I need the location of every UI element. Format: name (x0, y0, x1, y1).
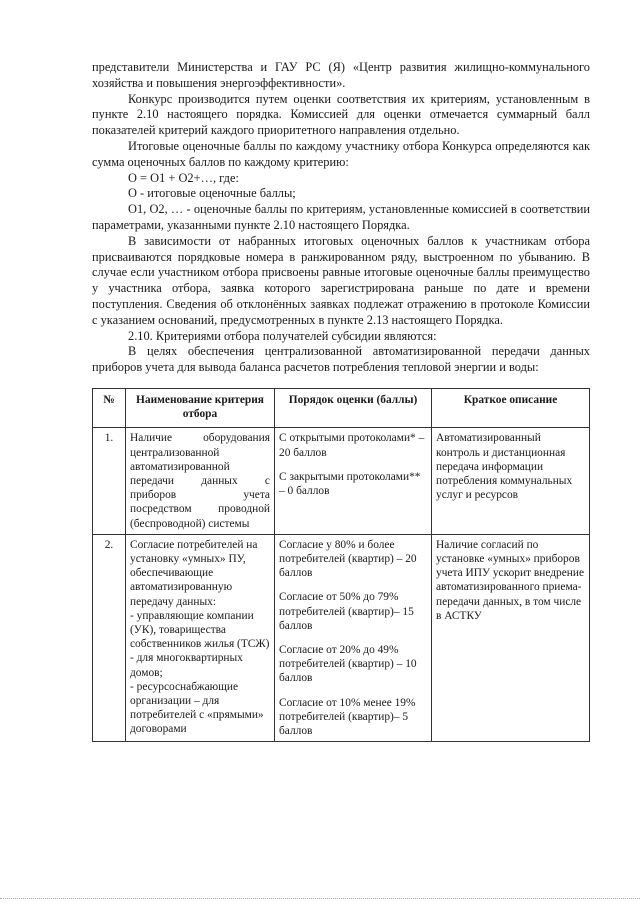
header-order: Порядок оценки (баллы) (275, 388, 432, 427)
cell-text: Наличие оборудования централизованной автоматизированной передачи данных с приборов учета посредством проводной (беспроводной) системы (130, 432, 270, 530)
document-page (92, 60, 590, 742)
cell-text: С закрытыми протоколами** – 0 баллов (279, 470, 421, 497)
paragraph: О - итоговые оценочные баллы; (128, 186, 296, 201)
cell-text: Согласие у 80% и более потребителей (квартир) – 20 баллов (279, 538, 417, 580)
cell-name (126, 428, 275, 534)
cell-text: - ресурсоснабжающие организации – для потребителей с «прямыми» договорами (130, 680, 264, 736)
header-desc: Краткое описание (432, 388, 590, 427)
cell-desc: Наличие согласий по установке «умных» приборов учета ИПУ ускорит внедрение автоматизированного приема-передачи данных, в том числе в АСТКУ (432, 534, 590, 741)
cell-order (275, 534, 432, 741)
section-heading: 2.10. Критериями отбора получателей субсидии являются: (128, 328, 437, 343)
header-num: № (93, 388, 126, 427)
formula-line: О = О1 + О2+…, где: (128, 170, 239, 185)
cell-text: - управляющие компании (УК), товарищества собственников жилья (ТСЖ) - для многоквартирных домов; (130, 609, 270, 679)
page-bottom-divider (0, 898, 640, 899)
paragraph: Конкурс производится путем оценки соответствия их критериям, установленным в пункте 2.10 настоящего порядка. Комиссией для оценки отмечается суммарный балл показателей критерий каждого приоритетного направления отдельно. (92, 91, 590, 138)
paragraph: Итоговые оценочные баллы по каждому участнику отбора Конкурса определяются как сумма оценочных баллов по каждому критерию: (92, 138, 590, 169)
table-row (93, 428, 590, 534)
cell-num: 2. (93, 534, 126, 741)
cell-text: Согласие от 20% до 49% потребителей (квартир) – 10 баллов (279, 643, 417, 685)
cell-text: Согласие потребителей на установку «умных» ПУ, обеспечивающие автоматизированную передачу данных: (130, 538, 258, 608)
cell-text: С открытыми протоколами* – 20 баллов (279, 432, 425, 459)
paragraph: представители Министерства и ГАУ РС (Я) «Центр развития жилищно-коммунального хозяйства и повышения энергоэффективности». (92, 60, 590, 90)
table-row (93, 534, 590, 741)
paragraph: В зависимости от набранных итоговых оценочных баллов к участникам отбора присваиваются порядковые номера в ранжированном ряду, выстроенном по убыванию. В случае если участником отбора присвоены равные итоговые оценочные баллы преимущество у участника отбора, заявка которого зарегистрирована раньше по дате и времени поступления. Сведения об отклонённых заявках подлежат отражению в протоколе Комиссии с указанием оснований, предусмотренных в пункте 2.13 настоящего Порядка. (92, 233, 590, 327)
cell-num: 1. (93, 428, 126, 534)
cell-order (275, 428, 432, 534)
header-name: Наименование критерия отбора (126, 388, 275, 427)
cell-name (126, 534, 275, 741)
criteria-table (92, 388, 590, 742)
paragraph: В целях обеспечения централизованной автоматизированной передачи данных приборов учета для вывода баланса расчетов потребления тепловой энергии и воды: (92, 344, 590, 375)
paragraph: О1, О2, … - оценочные баллы по критериям, установленные комиссией в соответствии параметрами, указанными пункте 2.10 настоящего Порядка. (92, 202, 590, 232)
cell-text: Согласие от 50% до 79% потребителей (квартир)– 15 баллов (279, 591, 414, 632)
table-header-row (93, 388, 590, 427)
cell-desc: Автоматизированный контроль и дистанционная передача информации потребления коммунальных услуг и ресурсов (432, 428, 590, 534)
cell-text: Согласие от 10% менее 19% потребителей (квартир)– 5 баллов (279, 696, 416, 737)
